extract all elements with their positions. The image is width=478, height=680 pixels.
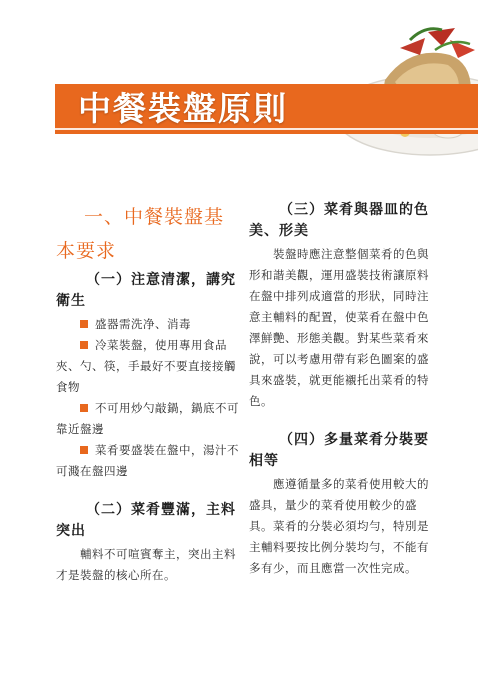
bullet-square-icon [80, 320, 88, 328]
bullet-text: 盛器需洗净、消毒 [95, 317, 191, 331]
bullet-square-icon [80, 404, 88, 412]
section-paragraph: 輔料不可喧賓奪主，突出主料才是裝盤的核心所在。 [56, 547, 236, 582]
section-heading-cleanliness: （一）注意清潔，講究衛生 [56, 272, 236, 309]
bullet-text: 菜肴要盛裝在盤中，湯汁不可濺在盤四邊 [56, 443, 239, 478]
bullet-item [56, 398, 239, 440]
section-paragraph: 應遵循量多的菜肴使用較大的盛具，量少的菜肴使用較少的盛具。菜肴的分裝必須均勻，特別是主輔料要按比例分裝均勻，不能有多有少，而且應當一次性完成。 [249, 477, 429, 575]
section-heading-portioning: （四）多量菜肴分裝要相等 [249, 432, 429, 469]
bullet-square-icon [80, 446, 88, 454]
section-paragraph: 裝盤時應注意整個菜肴的色與形和諧美觀，運用盛裝技術讓原料在盤中排列成適當的形狀，同時注意主輔料的配置，使菜肴在盤中色澤鮮艷、形態美觀。對某些菜肴來說，可以考慮用帶有彩色圖案的盛具來盛裝，就更能襯托出菜肴的特色。 [249, 247, 429, 408]
right-column [249, 200, 429, 579]
bullet-text: 冷菜裝盤，使用專用食品夾、勺、筷，手最好不要直接接觸食物 [56, 338, 236, 394]
bullet-item [56, 314, 239, 335]
page-title: 中餐裝盤原則 [78, 89, 288, 128]
bullet-text: 不可用炒勺敲鍋，鍋底不可靠近盤邊 [56, 401, 239, 436]
left-column [56, 200, 239, 586]
bullet-item [56, 335, 239, 398]
section-heading-plentiful: （二）菜肴豐滿，主料突出 [56, 502, 236, 539]
bullet-square-icon [80, 341, 88, 349]
section-heading-color-shape: （三）菜肴與器皿的色美、形美 [249, 202, 429, 239]
bullet-item [56, 440, 239, 482]
main-heading: 一、中餐裝盤基本要求 [56, 206, 225, 262]
